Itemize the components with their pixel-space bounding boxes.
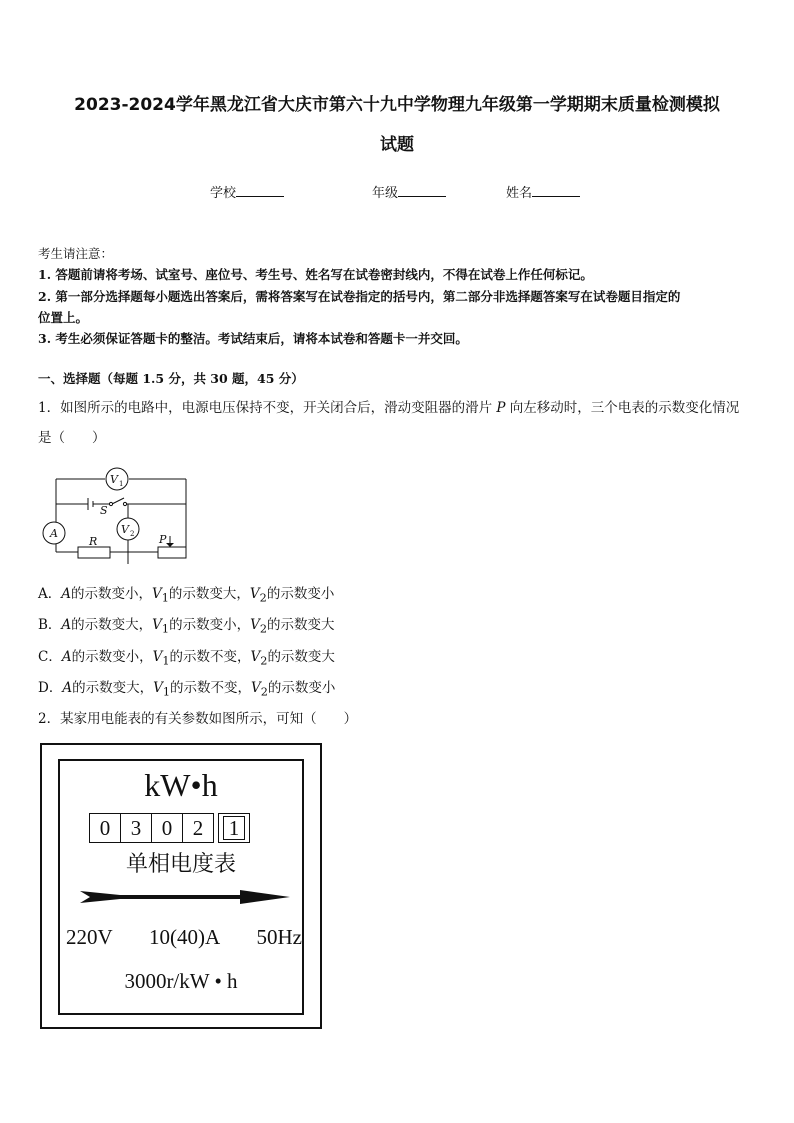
notice-item: 位置上。 [38, 310, 89, 325]
arrow-icon [80, 887, 290, 907]
meter-panel [58, 759, 304, 1015]
notice-item: 2. 第一部分选择题每小题选出答案后，需将答案写在试卷指定的括号内，第二部分非选择题答案写在试卷题目指定的 [38, 289, 681, 304]
option-b[interactable]: B．A的示数变大，$V_1$的示数变小，$V_2$的示数变大 [38, 617, 335, 636]
grade-field[interactable] [372, 182, 446, 201]
name-field[interactable] [506, 182, 580, 201]
notice-item: 3. 考生必须保证答题卡的整洁。考试结束后，请将本试卷和答题卡一并交回。 [38, 331, 468, 346]
electricity-meter [40, 743, 322, 1029]
meter-digit: 0 [151, 813, 183, 843]
meter-current: 10(40)A [149, 925, 221, 949]
school-field[interactable] [210, 182, 284, 201]
school-label: 学校 [210, 186, 237, 201]
meter-digit: 2 [182, 813, 214, 843]
notice-item: 1. 答题前请将考场、试室号、座位号、考生号、姓名写在试卷密封线内，不得在试卷上作任何标记。 [38, 267, 593, 282]
question-1-stem-continued: 是（ ） [38, 430, 106, 446]
meter-ratings [66, 925, 302, 950]
meter-digit-decimal: 1 [218, 813, 250, 843]
v1-label: V [110, 473, 118, 486]
resistor-label: R [89, 535, 98, 548]
ammeter-label: A [50, 527, 58, 540]
meter-constant: 3000r/kW • h [124, 969, 238, 993]
section-heading: 一、选择题（每题 1.5 分，共 30 题，45 分） [38, 371, 304, 386]
meter-voltage: 220V [66, 925, 113, 949]
name-label: 姓名 [506, 186, 533, 201]
meter-digits [90, 813, 250, 843]
v2-label: V [121, 523, 129, 536]
page-title-continued: 试题 [380, 135, 414, 155]
meter-unit: kW•h [144, 767, 218, 803]
question-2-stem: 2．某家用电能表的有关参数如图所示，可知（ ） [38, 711, 358, 727]
switch-label: S [100, 504, 108, 517]
page-title: 2023-2024学年黑龙江省大庆市第六十九中学物理九年级第一学期期末质量检测模拟 [74, 95, 720, 115]
meter-digit: 3 [120, 813, 152, 843]
svg-text:2: 2 [130, 530, 135, 538]
circuit-diagram [38, 460, 198, 566]
notice-heading: 考生请注意： [38, 246, 114, 261]
option-c[interactable]: C．A的示数变小，$V_1$的示数不变，$V_2$的示数变大 [38, 649, 335, 668]
option-d[interactable]: D．A的示数变大，$V_1$的示数不变，$V_2$的示数变小 [38, 680, 336, 699]
meter-frequency: 50Hz [256, 925, 302, 949]
option-a[interactable]: A．A的示数变小，$V_1$的示数变大，$V_2$的示数变小 [38, 586, 335, 605]
meter-digit: 0 [89, 813, 121, 843]
question-1-stem: 1．如图所示的电路中，电源电压保持不变，开关闭合后，滑动变阻器的滑片 P 向左移动时，三个电表的示数变化情况 [38, 400, 740, 416]
grade-label: 年级 [372, 186, 399, 201]
svg-text:1: 1 [119, 480, 124, 488]
meter-type-label: 单相电度表 [125, 852, 236, 877]
slider-label: P [159, 533, 167, 546]
